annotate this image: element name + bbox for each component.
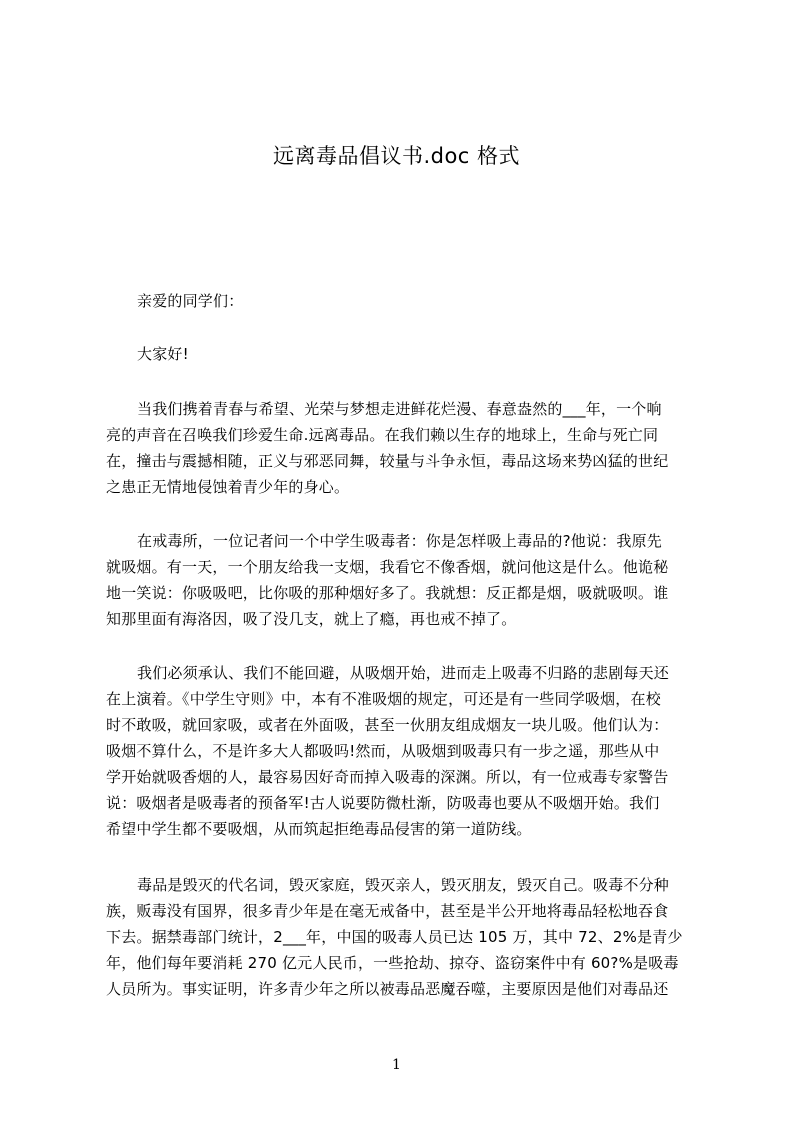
- paragraph-2-line-2: 就吸烟。有一天，一个朋友给我一支烟，我看它不像香烟，就问他这是什么。他诡秘: [106, 558, 669, 576]
- paragraph-2-line-1: 在戒毒所，一位记者问一个中学生吸毒者：你是怎样吸上毒品的?他说：我原先: [137, 532, 662, 550]
- paragraph-3-line-2: 在上演着。《中学生守则》中，本有不准吸烟的规定，可还是有一些同学吸烟，在校: [106, 690, 661, 708]
- paragraph-4-line-4: 年，他们每年要消耗 270 亿元人民币，一些抢劫、掠夺、盗窃案件中有 60?%是吸毒: [106, 954, 679, 972]
- paragraph-3-line-4: 吸烟不算什么，不是许多大人都吸吗!然而，从吸烟到吸毒只有一步之遥，那些从中: [106, 742, 660, 760]
- page-number: 1: [392, 1057, 401, 1073]
- paragraph-1-line-2: 亮的声音在召唤我们珍爱生命.远离毒品。在我们赖以生存的地球上，生命与死亡同: [106, 426, 659, 444]
- paragraph-4-line-3: 下去。据禁毒部门统计，2___年，中国的吸毒人员已达 105 万，其中 72、2%是青少: [106, 928, 683, 946]
- paragraph-3-line-1: 我们必须承认、我们不能回避，从吸烟开始，进而走上吸毒不归路的悲剧每天还: [137, 664, 670, 682]
- paragraph-1-line-3: 在，撞击与震撼相随，正义与邪恶同舞，较量与斗争永恒，毒品这场来势凶猛的世纪: [106, 452, 669, 470]
- paragraph-3-line-5: 学开始就吸香烟的人，最容易因好奇而掉入吸毒的深渊。所以，有一位戒毒专家警告: [106, 768, 669, 786]
- paragraph-1-line-4: 之患正无情地侵蚀着青少年的身心。: [106, 478, 350, 496]
- paragraph-3-line-3: 时不敢吸，就回家吸，或者在外面吸，甚至一伙朋友组成烟友一块儿吸。他们认为：: [106, 716, 669, 734]
- paragraph-4-line-5: 人员所为。事实证明，许多青少年之所以被毒品恶魔吞噬，主要原因是他们对毒品还: [106, 980, 669, 998]
- salutation-line: 大家好!: [137, 345, 189, 363]
- paragraph-2-line-3: 地一笑说：你吸吸吧，比你吸的那种烟好多了。我就想：反正都是烟，吸就吸呗。谁: [106, 584, 669, 602]
- greeting-line: 亲爱的同学们：: [137, 292, 244, 310]
- paragraph-3-line-7: 希望中学生都不要吸烟，从而筑起拒绝毒品侵害的第一道防线。: [106, 820, 532, 838]
- paragraph-4-line-1: 毒品是毁灭的代名词，毁灭家庭，毁灭亲人，毁灭朋友，毁灭自己。吸毒不分种: [137, 876, 670, 894]
- paragraph-1-line-1: 当我们携着青春与希望、光荣与梦想走进鲜花烂漫、春意盎然的___年，一个响: [137, 400, 662, 418]
- document-title: 远离毒品倡议书.doc 格式: [272, 144, 521, 168]
- paragraph-4-line-2: 族，贩毒没有国界，很多青少年是在毫无戒备中，甚至是半公开地将毒品轻松地吞食: [106, 902, 669, 920]
- paragraph-2-line-4: 知那里面有海洛因，吸了没几支，就上了瘾，再也戒不掉了。: [106, 610, 517, 628]
- paragraph-3-line-6: 说：吸烟者是吸毒者的预备军!古人说要防微杜渐，防吸毒也要从不吸烟开始。我们: [106, 794, 660, 812]
